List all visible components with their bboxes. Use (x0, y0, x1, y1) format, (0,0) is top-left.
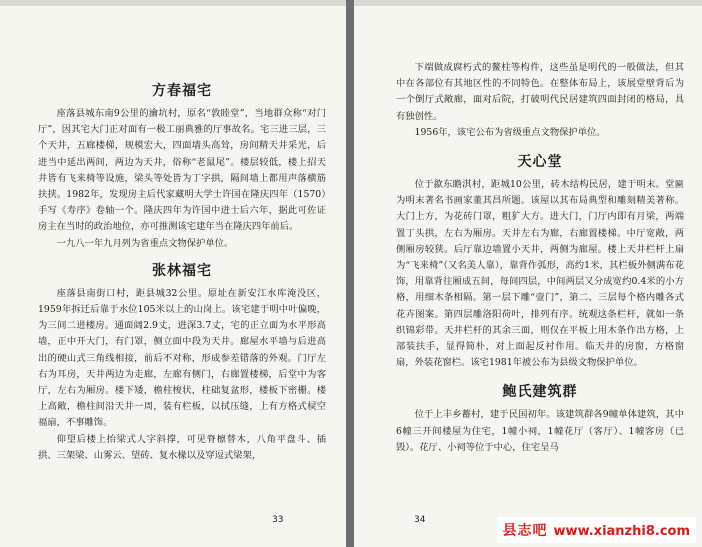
section-title-fang-chunfu: 方春福宅 (152, 83, 212, 99)
section-title-bao-buildings: 鲍氏建筑群 (502, 384, 578, 401)
site-watermark (497, 517, 696, 543)
paragraph: 座落县城东南9公里的瀹坑村，原名“敦睦堂”，当地群众称“对门厅”，因其宅大门正对面有一极工丽典雅的厅事故名。宅三进三层，三个天井，五廊楼梯，规模宏大，四面墙头高耸，房间精天井采光，后进当中延出两间，两边为天井，俗称“老鼠尾”。楼层较低，楼上招天井皆有飞来椅等设施，梁头等处皆为丁字拱，隔间墙上都用声落横筋扶挟。1982年，发现房主后代家藏明大学士许国在隆庆四年（1570）手写《寿序》卷轴一个。隆庆四年为许国中进士后六年，据此可佐证房主在当时的政治地位，亦可推测该宅建年当在隆庆四年前后。 (38, 108, 326, 233)
book-gutter (346, 0, 354, 547)
page-number: 33 (272, 515, 284, 525)
section-title-tianxin-tang: 天心堂 (517, 154, 563, 171)
left-page (0, 0, 346, 547)
paragraph: 下端做成腐朽式的鳌柱等构件，这些虽是明代的一般做法，但其中在各部位有其地区性的不同特色。在整体布局上，该展堂壁背后为一个倒厅式敞廊，面对后院，打破明代民居建筑四面封闭的格局，具有独创性。 (396, 62, 684, 122)
right-page (354, 0, 702, 547)
page-top-edge (0, 0, 346, 6)
paragraph: 一九八一年九月列为省重点文物保护单位。 (56, 237, 234, 249)
paragraph: 仰望后楼上抬梁式人字斜撑，可见脊檩替木，八角平盘斗、插拱、三架梁、山雾云、望砖、复水椽以及穿逗式梁架， (38, 433, 326, 461)
section-title-zhang-linfu: 张林福宅 (152, 262, 212, 279)
paragraph: 位于上丰乡蓄村，建于民国初年。该建筑群各9幢单体建筑，其中6幢三开间楼屋为住宅，1幢小祠，1幢花厅（客厅）、1幢客房（已毁）。花厅、小祠等位于中心，住宅呈马 (396, 409, 684, 453)
watermark-url: www.xianzhi8.com (553, 524, 690, 539)
paragraph: 1956年，该宅公布为省级重点文物保护单位。 (414, 126, 606, 138)
watermark-site-name: 县志吧 (502, 523, 548, 539)
paragraph: 位于歙东瞻淇村，距城10公里，砖木结构民居，建于明末。堂匾为明末著名书画家董其昌所题。该屋以其布局典型和雕刻精美著称。大门上方，为花砖门罩，粗犷大方。进大门，门厅内即有月梁，两端置丁头拱，左右为厢房。天井左右为廊，右廊置楼梯。中厅宽敞，两侧厢房较狭。后厅靠边墙置小天井，两侧为廊屋。楼上天井栏杆上扇为“飞来椅”（又名美人靠），靠背作弧形，高约1米，其栏板外侧满布花饰，用靠背往厢成五间，每间四层，中间两层又分成宽约0.4米的小方格，用细木条相隔。第一层下雕“壸门”，第二、三层每个格内雕各式花卉图案。第四层雕洛阳荷叶，排列有序。统观这条栏杆，就如一条织锦彩带。天井栏杆的其余三面，则仅在平板上用木条作出方格，上部装扶手，显得简朴，对上面起反衬作用。临天井的房窗，方格窗扇，外装花窗栏。该宅1981年被公布为县级文物保护单位。 (396, 179, 684, 369)
paragraph: 座落县南街口村，距县城32公里。原址在新安江水库淹没区，1959年拆迁后靠于水位105米以上的山岗上。该宅建于明中叶偏晚，为三间二进楼房。通面阔2.9丈，进深3.7丈，宅的正立面为水平形高墙，正中开大门，有门罩，侧立面中段为天井。廊屋水平墙与后进高出的硬山式三角线相接，前后不对称，形成参差错落的外观。门厅左右为耳房，天井两边为走廊，左廊有侧门，右廊置楼梯，后堂中为客厅，左右为厢房。楼下矮，檐柱梭状，柱础复盆形，楼板下密栅。楼上高敞，檐柱间沿天井一周，装有栏板，以拭压缝，上有方格式棂空福扇，不事雕饰。 (38, 287, 326, 429)
page-top-edge (354, 0, 702, 6)
page-number: 34 (414, 515, 426, 525)
